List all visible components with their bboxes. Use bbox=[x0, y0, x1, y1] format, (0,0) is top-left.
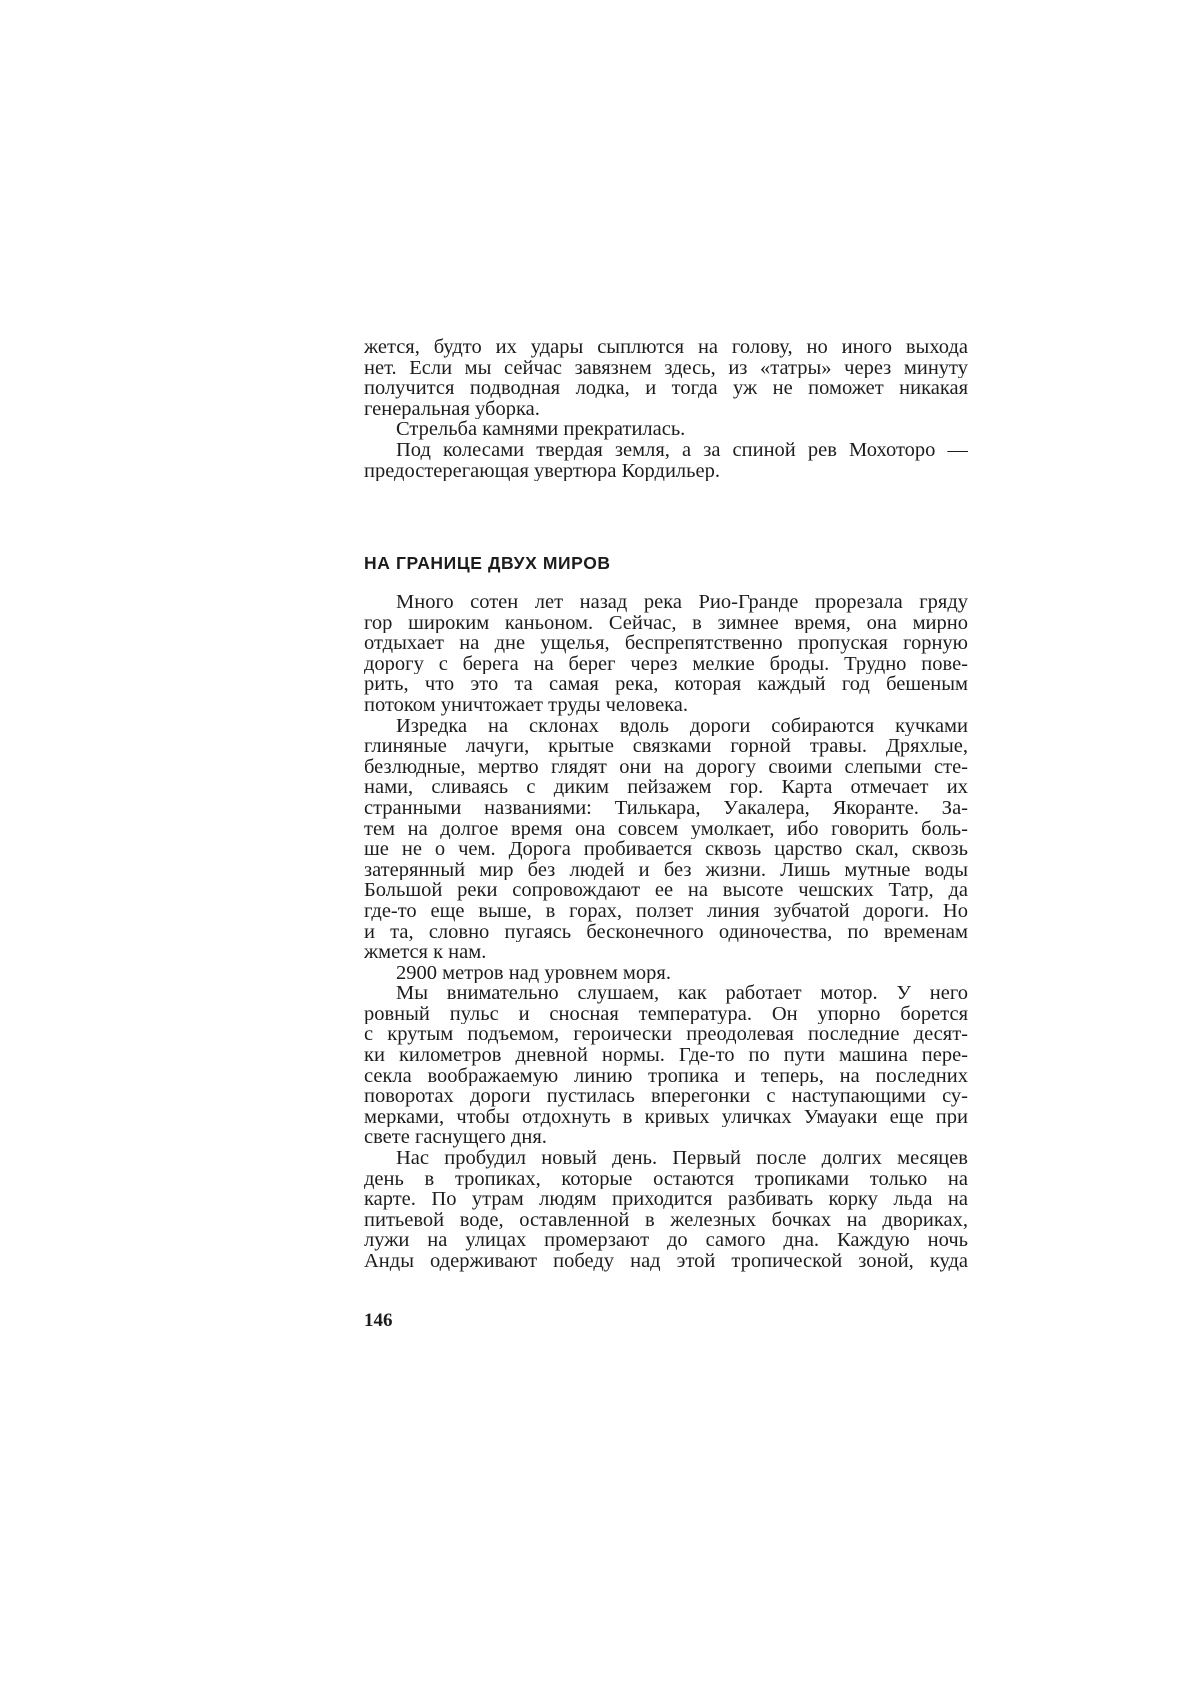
text-line: жется, будто их удары сыплются на голову, но иного выхода bbox=[364, 337, 968, 358]
text-line: тем на долгое время она совсем умолкает, ибо говорить боль- bbox=[364, 818, 968, 840]
text-line: Под колесами твердая земля, а за спиной рев Мохоторо — bbox=[396, 439, 968, 461]
text-line: дорогу с берега на берег через мелкие броды. Трудно пове- bbox=[364, 653, 968, 675]
text-line: Мы внимательно слушаем, как работает мотор. У него bbox=[396, 983, 968, 1004]
paragraph bbox=[364, 419, 968, 440]
text-line: затерянный мир без людей и без жизни. Лишь мутные воды bbox=[364, 859, 968, 881]
text-line: 2900 метров над уровнем моря. bbox=[396, 962, 671, 984]
paragraph bbox=[364, 963, 968, 984]
paragraph bbox=[364, 440, 968, 481]
text-line: Нас пробудил новый день. Первый после долгих месяцев bbox=[396, 1148, 968, 1169]
text-line: Много сотен лет назад река Рио-Гранде прорезала гряду bbox=[396, 592, 968, 613]
text-line: секла воображаемую линию тропика и теперь, на последних bbox=[364, 1065, 968, 1087]
text-line: питьевой воде, оставленной в железных бочках на двориках, bbox=[364, 1209, 968, 1231]
text-line: ше не о чем. Дорога пробивается сквозь царство скал, сквозь bbox=[364, 839, 968, 860]
text-line: где-то еще выше, в горах, ползет линия зубчатой дороги. Но bbox=[364, 900, 968, 922]
top-text-block bbox=[364, 337, 968, 481]
text-line: гор широким каньоном. Сейчас, в зимнее время, она мирно bbox=[364, 612, 968, 634]
text-line: отдыхает на дне ущелья, беспрепятственно пропуская горную bbox=[364, 633, 968, 654]
text-line: свете гаснущего дня. bbox=[364, 1127, 547, 1149]
text-line: Изредка на склонах вдоль дороги собираются кучками bbox=[396, 715, 968, 737]
text-line: предостерегающая увертюра Кордильер. bbox=[364, 460, 720, 482]
text-line: лужи на улицах промерзают до самого дна. Каждую ночь bbox=[364, 1230, 968, 1251]
text-line: нет. Если мы сейчас завязнем здесь, из «татры» через минуту bbox=[364, 357, 968, 379]
paragraph bbox=[364, 337, 968, 419]
text-line: Стрельба камнями прекратилась. bbox=[396, 419, 686, 440]
text-line: мерками, чтобы отдохнуть в кривых уличках Умауаки еще при bbox=[364, 1106, 968, 1128]
text-line: ровный пульс и сносная температура. Он упорно борется bbox=[364, 1003, 968, 1025]
text-line: получится подводная лодка, и тогда уж не поможет никакая bbox=[364, 378, 968, 399]
text-line: Анды одерживают победу над этой тропической зоной, куда bbox=[364, 1251, 968, 1272]
text-line: нами, сливаясь с диким пейзажем гор. Карта отмечает их bbox=[364, 777, 968, 798]
text-line: карте. По утрам людям приходится разбивать корку льда на bbox=[364, 1189, 968, 1210]
text-line: Большой реки сопровождают ее на высоте чешских Татр, да bbox=[364, 880, 968, 901]
text-line: рить, что это та самая река, которая каждый год бешеным bbox=[364, 674, 968, 695]
text-line: с крутым подъемом, героически преодолевая последние десят- bbox=[364, 1024, 968, 1046]
section-heading: НА ГРАНИЦЕ ДВУХ МИРОВ bbox=[364, 553, 611, 573]
page-number: 146 bbox=[364, 1310, 393, 1331]
text-line: генеральная уборка. bbox=[364, 398, 540, 420]
main-text-block bbox=[364, 592, 968, 1272]
paragraph bbox=[364, 592, 968, 716]
text-line: поворотах дороги пустилась вперегонки с наступающими су- bbox=[364, 1086, 968, 1107]
text-line: день в тропиках, которые остаются тропиками только на bbox=[364, 1168, 968, 1190]
text-line: безлюдные, мертво глядят они на дорогу своими слепыми сте- bbox=[364, 756, 968, 778]
text-line: и та, словно пугаясь бесконечного одиночества, по временам bbox=[364, 921, 968, 943]
text-line: ки километров дневной нормы. Где-то по пути машина пере- bbox=[364, 1045, 968, 1066]
paragraph bbox=[364, 983, 968, 1148]
text-line: потоком уничтожает труды человека. bbox=[364, 694, 689, 716]
text-line: странными названиями: Тилькара, Уакалера, Якоранте. За- bbox=[364, 797, 968, 819]
text-line: глиняные лачуги, крытые связками горной травы. Дряхлые, bbox=[364, 736, 968, 757]
paragraph bbox=[364, 1148, 968, 1272]
paragraph bbox=[364, 716, 968, 963]
text-line: жмется к нам. bbox=[364, 942, 487, 963]
